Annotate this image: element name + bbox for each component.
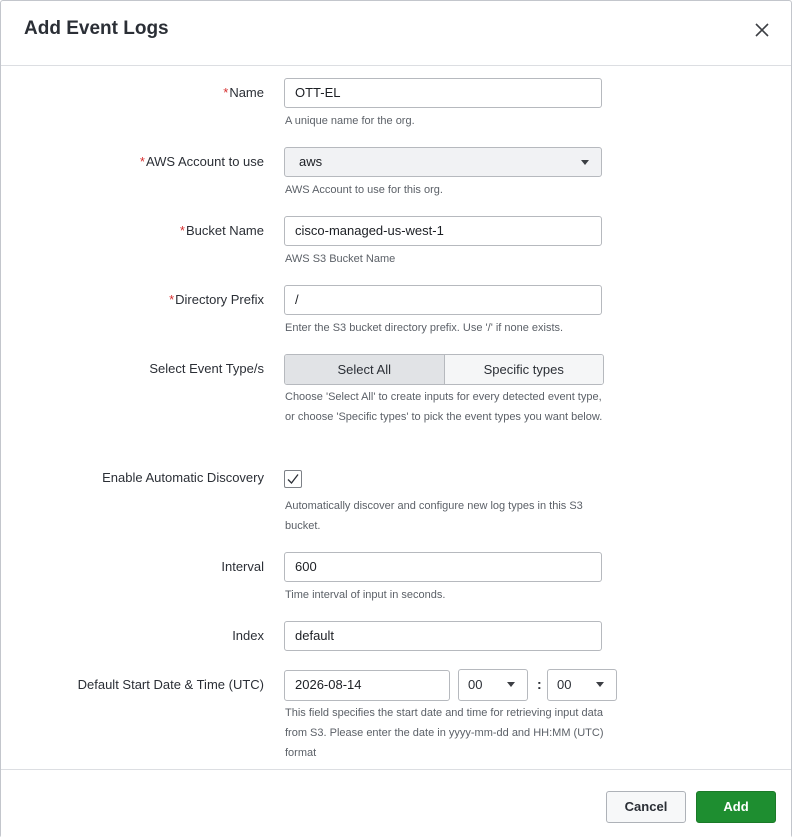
start-datetime-help: This field specifies the start date and time for retrieving input data from S3. Please enter the date in yyyy-mm-dd and HH:MM (UTC) format xyxy=(285,707,604,759)
required-marker: * xyxy=(223,85,229,100)
start-date-input[interactable]: 2026-08-14 xyxy=(284,670,450,701)
discovery-help: Automatically discover and configure new log types in this S3 bucket. xyxy=(285,500,583,532)
start-datetime-label: Default Start Date & Time (UTC) xyxy=(77,677,264,692)
cancel-button[interactable]: Cancel xyxy=(606,791,686,823)
name-input[interactable]: OTT-EL xyxy=(284,78,602,108)
dialog-header xyxy=(1,1,791,66)
specific-types-option[interactable]: Specific types xyxy=(445,355,604,384)
event-type-toggle xyxy=(284,354,604,385)
required-marker: * xyxy=(169,292,175,307)
prefix-label: *Directory Prefix xyxy=(169,292,264,307)
interval-label: Interval xyxy=(221,559,264,574)
required-marker: * xyxy=(179,223,185,238)
index-input[interactable]: default xyxy=(284,621,602,651)
interval-help: Time interval of input in seconds. xyxy=(285,589,446,601)
required-marker: * xyxy=(139,154,145,169)
interval-input[interactable]: 600 xyxy=(284,552,602,582)
event-types-help: Choose 'Select All' to create inputs for every detected event type, or choose 'Specific types' to pick the event types you want below. xyxy=(285,391,603,423)
bucket-help: AWS S3 Bucket Name xyxy=(285,253,396,265)
name-label: *Name xyxy=(223,85,264,100)
dialog-footer xyxy=(1,769,791,838)
start-minute-select[interactable] xyxy=(547,669,617,701)
event-types-label: Select Event Type/s xyxy=(149,361,264,376)
index-label: Index xyxy=(232,628,264,643)
discovery-label: Enable Automatic Discovery xyxy=(102,470,264,485)
bucket-label: *Bucket Name xyxy=(179,223,264,238)
start-hour-value: 00 xyxy=(468,677,483,692)
start-hour-select[interactable] xyxy=(458,669,528,701)
prefix-help: Enter the S3 bucket directory prefix. Use '/' if none exists. xyxy=(285,322,564,334)
close-icon[interactable] xyxy=(751,19,773,41)
name-help: A unique name for the org. xyxy=(285,115,415,127)
time-separator: : xyxy=(537,676,542,692)
caret-down-icon xyxy=(596,682,604,687)
add-button[interactable]: Add xyxy=(696,791,776,823)
discovery-checkbox[interactable] xyxy=(284,470,302,488)
prefix-input[interactable]: / xyxy=(284,285,602,315)
aws-account-label: *AWS Account to use xyxy=(139,154,264,169)
aws-account-help: AWS Account to use for this org. xyxy=(285,184,443,196)
bucket-input[interactable]: cisco-managed-us-west-1 xyxy=(284,216,602,246)
start-minute-value: 00 xyxy=(557,677,572,692)
checkmark-icon xyxy=(285,471,301,487)
select-all-option[interactable]: Select All xyxy=(285,355,445,384)
caret-down-icon xyxy=(581,160,589,165)
aws-account-value: aws xyxy=(299,154,323,169)
caret-down-icon xyxy=(507,682,515,687)
aws-account-select[interactable] xyxy=(284,147,602,177)
dialog-body xyxy=(1,66,791,768)
dialog-title: Add Event Logs xyxy=(24,18,169,39)
